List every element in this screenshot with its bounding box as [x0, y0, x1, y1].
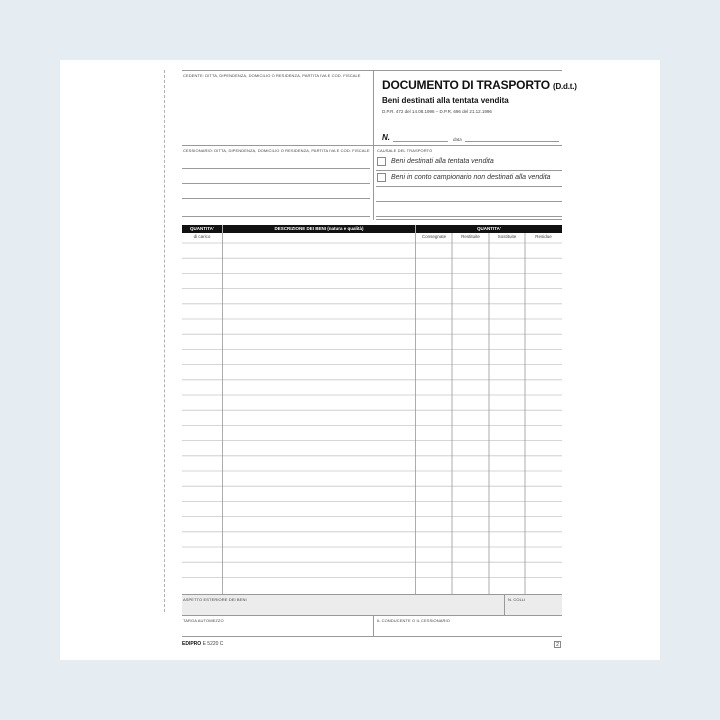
publisher-logo — [182, 641, 223, 647]
cessionario-label: CESSIONARIO: DITTA, DIPENDENZA, DOMICILIO O RESIDENZA, PARTITA IVA E COD. FISCALE — [183, 148, 370, 153]
subhead-residue: Residue — [535, 234, 552, 239]
conducente-label: IL CONDUCENTE O IL CESSIONARIO — [377, 618, 450, 623]
header-quantita-carico: QUANTITA' — [182, 225, 222, 233]
title-text: DOCUMENTO DI TRASPORTO — [382, 78, 550, 92]
title-suffix: (D.d.t.) — [552, 82, 577, 91]
footer-mid-rule — [182, 615, 562, 616]
subhead-sostituite: Sostituite — [497, 234, 517, 239]
causale-option-2: Beni in conto campionario non destinati alla vendita — [391, 174, 551, 181]
header-quantita: QUANTITA' — [416, 225, 562, 233]
footer-bottom-rule — [182, 636, 562, 637]
form-code: E 5220 C — [202, 641, 224, 647]
colli-divider — [504, 594, 505, 615]
document-subtitle: Beni destinati alla tentata vendita — [382, 96, 509, 105]
subhead-di-carico: di carico — [193, 234, 211, 239]
brand-name: EDIPRO — [182, 641, 202, 647]
subhead-consegnate: Consegnate — [421, 234, 447, 239]
cedente-label: CEDENTE: DITTA, DIPENDENZA, DOMICILIO O RESIDENZA, PARTITA IVA E COD. FISCALE — [183, 73, 361, 78]
header-descrizione: DESCRIZIONE DEI BENI (natura e qualità) — [223, 225, 415, 233]
targa-label: TARGA AUTOMEZZO — [183, 618, 224, 623]
number-label: N. — [382, 133, 390, 142]
subhead-restituite: Restituite — [461, 234, 480, 239]
colli-label: N. COLLI — [508, 597, 526, 602]
aspetto-label: ASPETTO ESTERIORE DEI BENI — [183, 597, 247, 602]
causale-option-1: Beni destinati alla tentata vendita — [391, 158, 494, 165]
date-label: data — [453, 137, 462, 142]
dpr-reference: D.P.R. 472 del 14.08.1996 – D.P.R. 696 del 21.12.1996 — [382, 109, 492, 114]
page-number: 2 — [554, 641, 561, 648]
causale-label: CAUSALE DEL TRASPORTO — [377, 148, 433, 153]
footer-divider — [373, 615, 374, 636]
